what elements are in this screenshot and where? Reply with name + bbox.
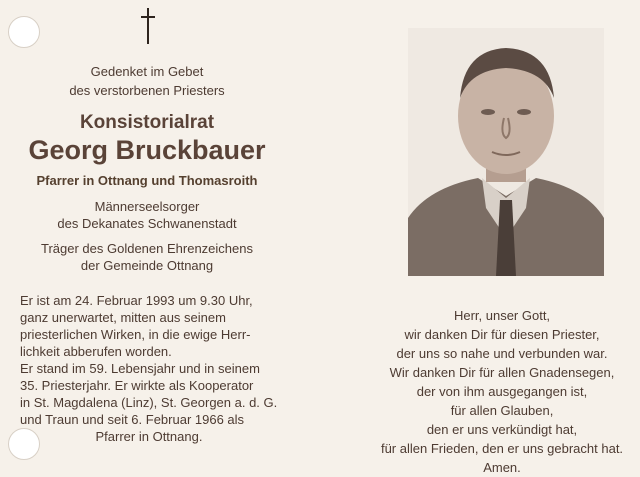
intro-text: Gedenket im Gebet des verstorbenen Priesters: [69, 64, 225, 98]
parish-role: Pfarrer in Ottnang und Thomasroith: [36, 173, 258, 188]
portrait-photo: [408, 28, 604, 276]
ministry-text: Männerseelsorger des Dekanates Schwanenstadt: [57, 199, 237, 231]
punch-hole-top: [8, 16, 40, 48]
honor-text: Träger des Goldenen Ehrenzeichens der Gemeinde Ottnang: [41, 241, 253, 273]
cross-icon: [138, 6, 158, 46]
prayer-text: Herr, unser Gott, wir danken Dir für diesen Priester, der uns so nahe und verbunden war. Wir danken Dir für allen Gnadensegen, der von ihm ausgegangen ist, für allen Glauben, den er uns verkündigt hat, für allen Frieden, den er uns gebracht hat. Amen.: [380, 308, 624, 475]
deceased-name: Georg Bruckbauer: [28, 135, 266, 165]
biography-text: Er ist am 24. Februar 1993 um 9.30 Uhr, ganz unerwartet, mitten aus seinem priesterlichen Wirken, in die ewige Herr- lichkeit abberufen worden. Er stand im 59. Lebensjahr und in seinem 35. Priesterjahr. Er wirkte als Kooperator in St. Magdalena (Linz), St. Georgen a. d. G. und Traun und seit 6. Februar 1966 als Pfarrer in Ottnang.: [20, 293, 278, 444]
heading-block: [16, 62, 278, 274]
honorific-title: Konsistorialrat: [79, 112, 215, 133]
